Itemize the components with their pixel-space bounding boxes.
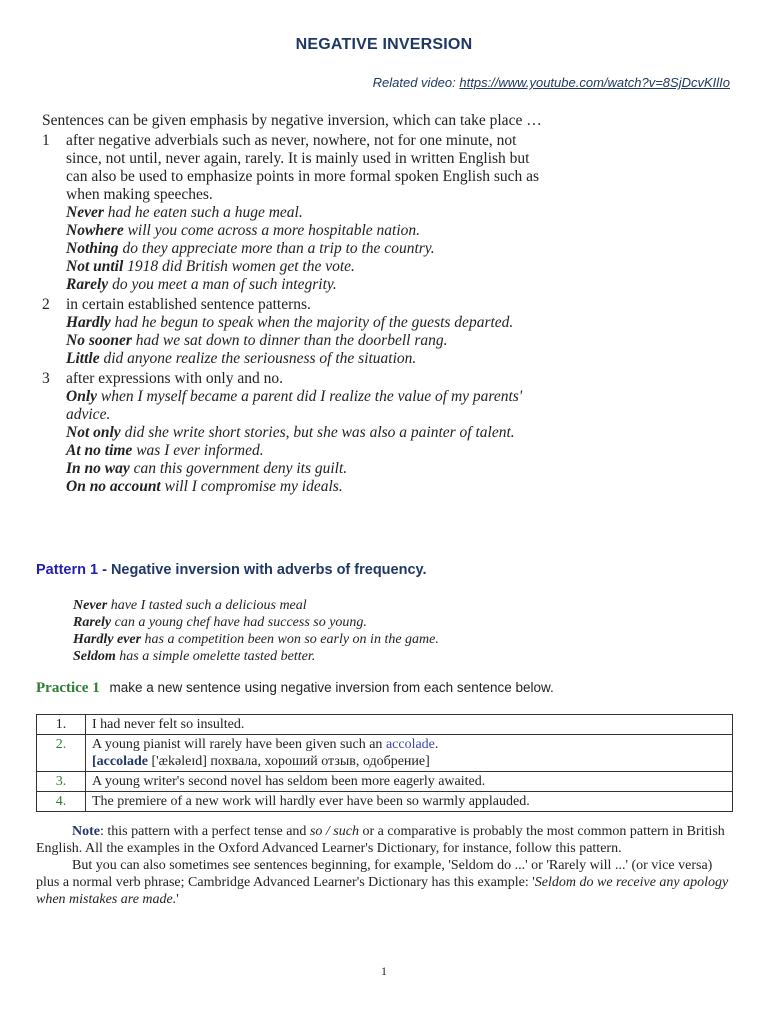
rule-text: in certain established sentence patterns. [66, 296, 311, 313]
page-title: NEGATIVE INVERSION [295, 36, 473, 53]
example-list [66, 388, 542, 496]
example-sentence: Rarely do you meet a man of such integrity. [66, 276, 337, 293]
rule-item [42, 132, 542, 204]
example-sentence: Little did anyone realize the seriousness of the situation. [66, 350, 417, 367]
rule-text: after negative adverbials such as never, nowhere, not for one minute, not since, not until, never again, rarely. It is mainly used in written English but can also be used to emphasize points in more formal spoken English such as when making speeches. [66, 132, 540, 203]
rule-item [42, 370, 542, 388]
practice-instruction [36, 680, 554, 697]
row-sentence: I had never felt so insulted. [86, 715, 733, 735]
rule-item [42, 296, 542, 314]
rule-number: 2 [42, 296, 50, 313]
pattern-heading [36, 562, 427, 578]
row-number: 1. [37, 715, 86, 735]
vocab-word: accolade [385, 737, 435, 752]
pattern-title: Negative inversion with adverbs of frequency. [106, 562, 427, 578]
intro-text: Sentences can be given emphasis by negative inversion, which can take place … [42, 112, 542, 129]
gloss-translation: ['ækəleɪd] похвала, хороший отзыв, одобрение] [147, 754, 430, 769]
practice-text: make a new sentence using negative inversion from each sentence below. [109, 680, 554, 695]
gloss-term: [accolade [92, 754, 148, 769]
example-sentence: Nowhere will you come across a more hospitable nation. [66, 222, 421, 239]
row-sentence: The premiere of a new work will hardly ever have been so warmly applauded. [86, 792, 733, 812]
row-number: 4. [37, 792, 86, 812]
example-list [66, 314, 542, 368]
row-sentence: A young writer's second novel has seldom been more eagerly awaited. [86, 772, 733, 792]
example-list [66, 204, 542, 294]
example-sentence: Not only did she write short stories, but she was also a painter of talent. [66, 424, 515, 441]
example-sentence: At no time was I ever informed. [66, 442, 264, 459]
page-number: 1 [381, 964, 387, 978]
rule-text: after expressions with only and no. [66, 370, 283, 387]
example-sentence: Not until 1918 did British women get the vote. [66, 258, 355, 275]
pattern-example: Hardly ever has a competition been won so early on in the game. [73, 632, 439, 647]
scanned-excerpt [42, 112, 542, 496]
pattern-example: Never have I tasted such a delicious meal [73, 598, 307, 613]
pattern-label: Pattern 1 - [36, 562, 107, 578]
note-label: Note [72, 824, 100, 839]
example-sentence: On no account will I compromise my ideals. [66, 478, 343, 495]
example-sentence: Hardly had he begun to speak when the majority of the guests departed. [66, 314, 514, 331]
rule-number: 3 [42, 370, 50, 387]
row-number: 2. [37, 735, 86, 772]
example-sentence: Nothing do they appreciate more than a trip to the country. [66, 240, 435, 257]
related-video-link[interactable]: https://www.youtube.com/watch?v=8SjDcvKIlIo [459, 75, 730, 90]
related-video [373, 75, 730, 90]
note-paragraph: But you can also sometimes see sentences beginning, for example, 'Seldom do ...' or 'Rarely will ...' (or vice versa) plus a normal verb phrase; Cambridge Advanced Learner's Dictionary has this example: 'Seldom do we receive any apology when mistakes are made.' [36, 858, 729, 907]
related-label: Related video: [372, 75, 456, 90]
note-paragraph: Note: this pattern with a perfect tense and so / such or a comparative is probably the most common pattern in British English. All the examples in the Oxford Advanced Learner's Dictionary, for instance, follow this pattern. [36, 824, 725, 856]
example-sentence: No sooner had we sat down to dinner than the doorbell rang. [66, 332, 448, 349]
rule-number: 1 [42, 132, 50, 149]
practice-table [36, 714, 733, 812]
pattern-example: Rarely can a young chef have had success so young. [73, 615, 367, 630]
table-row [37, 792, 733, 812]
table-row [37, 772, 733, 792]
pattern-example: Seldom has a simple omelette tasted better. [73, 649, 316, 664]
row-number: 3. [37, 772, 86, 792]
example-sentence: Only when I myself became a parent did I realize the value of my parents' advice. [66, 388, 523, 423]
row-sentence: A young pianist will rarely have been given such an accolade. [accolade ['ækəleɪd] похвала, хороший отзыв, одобрение] [86, 735, 733, 772]
example-sentence: Never had he eaten such a huge meal. [66, 204, 303, 221]
note-section [36, 823, 732, 908]
practice-label: Practice 1 [36, 680, 100, 696]
table-row [37, 735, 733, 772]
example-sentence: In no way can this government deny its guilt. [66, 460, 348, 477]
pattern-examples [73, 597, 439, 665]
table-row [37, 715, 733, 735]
